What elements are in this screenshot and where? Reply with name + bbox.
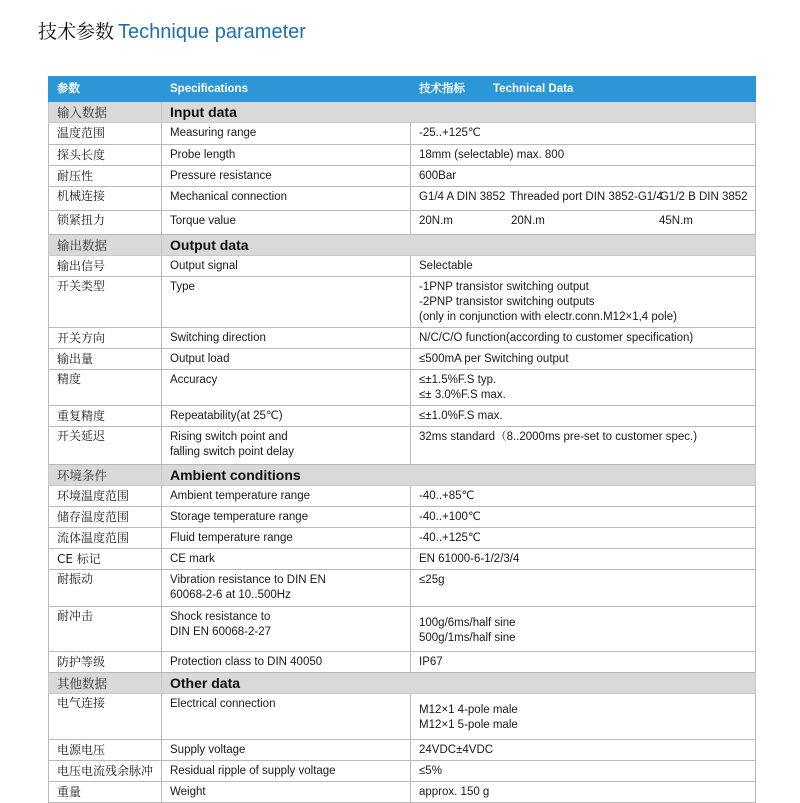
table-row (49, 406, 756, 427)
param-cn-cell: 防护等级 (49, 652, 162, 673)
technical-data-columns (419, 214, 749, 229)
table-header-row (49, 77, 756, 102)
table-row (49, 549, 756, 570)
technical-data-value: 20N.m (511, 215, 545, 227)
technical-data-cell (411, 187, 756, 211)
technical-data-cell (411, 740, 756, 761)
technical-data-line: ≤25g (419, 574, 445, 586)
table-row (49, 187, 756, 211)
specification-cell (162, 256, 411, 277)
specification-line: Protection class to DIN 40050 (170, 655, 323, 668)
param-cn-cell: 开关类型 (49, 277, 162, 328)
technical-data-line: -1PNP transistor switching output (419, 281, 589, 293)
specification-cell (162, 370, 411, 406)
table-row (49, 211, 756, 235)
technical-data-cell (411, 549, 756, 570)
table-row (49, 370, 756, 406)
section-title-cn: 环境条件 (49, 465, 162, 486)
specification-line: Mechanical connection (170, 191, 287, 203)
specification-cell (162, 277, 411, 328)
header-tech-en: Technical Data (493, 82, 574, 95)
table-row (49, 145, 756, 166)
section-header-row (49, 673, 756, 694)
technical-data-value: G1/4 A DIN 3852 (419, 191, 506, 203)
specification-cell (162, 123, 411, 145)
param-cn-cell: 电压电流残余脉冲 (49, 761, 162, 782)
specification-cell (162, 211, 411, 235)
specification-line: Probe length (170, 148, 236, 161)
specification-line: Electrical connection (170, 698, 276, 710)
table-row (49, 782, 756, 803)
page-title (38, 18, 306, 46)
technical-data-cell (411, 486, 756, 507)
technical-data-line: -40..+125℃ (419, 531, 481, 544)
technical-data-value: G1/2 B DIN 3852 (659, 191, 748, 203)
technical-data-cell (411, 166, 756, 187)
specification-line: falling switch point delay (170, 446, 295, 458)
technical-data-cell (411, 123, 756, 145)
specification-line: Repeatability(at 25℃) (170, 409, 283, 422)
technical-data-line: M12×1 4-pole male (419, 704, 518, 716)
specification-cell (162, 427, 411, 465)
section-title-cn: 其他数据 (49, 673, 162, 694)
technical-data-cell (411, 328, 756, 349)
specification-cell (162, 166, 411, 187)
section-title-en: Other data (162, 673, 756, 694)
section-header-row (49, 102, 756, 123)
specification-line: Output signal (170, 259, 238, 272)
specification-cell (162, 549, 411, 570)
param-cn-cell: 储存温度范围 (49, 507, 162, 528)
technical-data-line: M12×1 5-pole male (419, 719, 518, 731)
specification-cell (162, 349, 411, 370)
technical-data-value: 45N.m (659, 215, 693, 227)
specification-cell (162, 607, 411, 652)
technical-data-line: ≤5% (419, 764, 442, 777)
technical-data-cell (411, 782, 756, 803)
specification-line: Torque value (170, 215, 236, 227)
technical-data-line: 18mm (selectable) max. 800 (419, 148, 565, 161)
page-title-cn: 技术参数 (38, 21, 115, 43)
specification-cell (162, 528, 411, 549)
specification-line: 60068-2-6 at 10..500Hz (170, 589, 291, 601)
technical-data-value: Threaded port DIN 3852-G1/4 (509, 191, 663, 203)
specification-cell (162, 782, 411, 803)
technical-data-line: ≤±1.0%F.S max. (419, 409, 503, 422)
param-cn-cell: 流体温度范围 (49, 528, 162, 549)
table-row (49, 123, 756, 145)
technical-data-line: ≤±1.5%F.S typ. (419, 374, 497, 386)
technical-data-line: ≤500mA per Switching output (419, 352, 569, 365)
section-header-row (49, 465, 756, 486)
table-row (49, 761, 756, 782)
specification-line: Weight (170, 785, 206, 798)
param-cn-cell: 环境温度范围 (49, 486, 162, 507)
specification-cell (162, 652, 411, 673)
technical-data-cell (411, 256, 756, 277)
technical-data-cell (411, 652, 756, 673)
section-title-cn: 输入数据 (49, 102, 162, 123)
param-cn-cell: 重量 (49, 782, 162, 803)
param-cn-cell: 输出量 (49, 349, 162, 370)
section-title-en: Input data (162, 102, 756, 123)
technical-data-cell (411, 277, 756, 328)
technical-data-line: IP67 (419, 655, 443, 668)
table-row (49, 528, 756, 549)
technical-data-line: 24VDC±4VDC (419, 743, 494, 756)
section-title-en: Output data (162, 235, 756, 256)
specification-cell (162, 740, 411, 761)
section-title-en: Ambient conditions (162, 465, 756, 486)
param-cn-cell: 机械连接 (49, 187, 162, 211)
specification-cell (162, 486, 411, 507)
table-row (49, 166, 756, 187)
specification-cell (162, 570, 411, 607)
table-row (49, 507, 756, 528)
technical-data-cell (411, 694, 756, 740)
param-cn-cell: 锁紧扭力 (49, 211, 162, 235)
param-cn-cell: 探头长度 (49, 145, 162, 166)
technical-data-line: 500g/1ms/half sine (419, 632, 516, 644)
section-title-cn: 输出数据 (49, 235, 162, 256)
technical-data-line: ≤± 3.0%F.S max. (419, 389, 506, 401)
technical-data-value: 20N.m (419, 215, 453, 227)
specification-line: Shock resistance to (170, 611, 271, 623)
specification-cell (162, 145, 411, 166)
technical-data-line: -25..+125℃ (419, 127, 481, 139)
specification-line: Pressure resistance (170, 169, 272, 182)
table-row (49, 570, 756, 607)
specification-line: Switching direction (170, 331, 266, 344)
specification-cell (162, 507, 411, 528)
specification-cell (162, 187, 411, 211)
spec-table-body (49, 77, 756, 803)
technical-data-line: 32ms standard（8..2000ms pre-set to customer spec.) (419, 431, 698, 443)
param-cn-cell: 开关延迟 (49, 427, 162, 465)
specification-line: Rising switch point and (170, 431, 288, 443)
param-cn-cell: 耐冲击 (49, 607, 162, 652)
table-row (49, 328, 756, 349)
specification-line: CE mark (170, 552, 215, 565)
table-row (49, 277, 756, 328)
spec-table (48, 76, 756, 803)
header-tech-cn: 技术指标 (419, 82, 465, 95)
technical-data-line: 600Bar (419, 169, 457, 182)
specification-cell (162, 406, 411, 427)
technical-data-line: -40..+100℃ (419, 510, 481, 523)
page-title-en: Technique parameter (118, 21, 306, 43)
technical-data-cell (411, 406, 756, 427)
technical-data-line: -40..+85℃ (419, 489, 475, 502)
param-cn-cell: 精度 (49, 370, 162, 406)
specification-line: Supply voltage (170, 743, 246, 756)
specification-line: Accuracy (170, 374, 218, 386)
table-row (49, 740, 756, 761)
technical-data-line: 100g/6ms/half sine (419, 617, 516, 629)
technical-data-cell (411, 349, 756, 370)
specification-line: Residual ripple of supply voltage (170, 764, 336, 777)
table-row (49, 349, 756, 370)
param-cn-cell: 输出信号 (49, 256, 162, 277)
technical-data-cell (411, 528, 756, 549)
specification-line: Type (170, 281, 195, 293)
param-cn-cell: 电气连接 (49, 694, 162, 740)
table-row (49, 607, 756, 652)
param-cn-cell: 耐振动 (49, 570, 162, 607)
specification-line: Storage temperature range (170, 510, 309, 523)
specification-cell (162, 694, 411, 740)
param-cn-cell: 电源电压 (49, 740, 162, 761)
technical-data-cell (411, 145, 756, 166)
specification-line: DIN EN 60068-2-27 (170, 626, 271, 638)
technical-data-cell (411, 607, 756, 652)
param-cn-cell: 耐压性 (49, 166, 162, 187)
param-cn-cell: 重复精度 (49, 406, 162, 427)
technical-data-cell (411, 507, 756, 528)
technical-data-line: N/C/C/O function(according to customer specification) (419, 331, 694, 344)
technical-data-cell (411, 370, 756, 406)
technical-data-columns (419, 190, 749, 205)
table-row (49, 694, 756, 740)
table-row (49, 427, 756, 465)
header-specifications: Specifications (162, 77, 411, 102)
technical-data-line: -2PNP transistor switching outputs (419, 296, 595, 308)
param-cn-cell: 开关方向 (49, 328, 162, 349)
technical-data-line: (only in conjunction with electr.conn.M12×1,4 pole) (419, 311, 677, 323)
technical-data-line: Selectable (419, 259, 473, 272)
specification-cell (162, 328, 411, 349)
technical-data-cell (411, 761, 756, 782)
table-row (49, 256, 756, 277)
specification-line: Output load (170, 352, 230, 365)
param-cn-cell: CE 标记 (49, 549, 162, 570)
header-param: 参数 (49, 77, 162, 102)
technical-data-cell (411, 427, 756, 465)
specification-line: Ambient temperature range (170, 489, 310, 502)
specification-cell (162, 761, 411, 782)
table-row (49, 486, 756, 507)
technical-data-line: EN 61000-6-1/2/3/4 (419, 552, 520, 565)
table-row (49, 652, 756, 673)
specification-line: Vibration resistance to DIN EN (170, 574, 326, 586)
technical-data-line: approx. 150 g (419, 785, 490, 798)
param-cn-cell: 温度范围 (49, 123, 162, 145)
header-technical-data (411, 77, 756, 102)
specification-line: Fluid temperature range (170, 531, 293, 544)
technical-data-cell (411, 211, 756, 235)
specification-line: Measuring range (170, 127, 257, 139)
technical-data-cell (411, 570, 756, 607)
section-header-row (49, 235, 756, 256)
